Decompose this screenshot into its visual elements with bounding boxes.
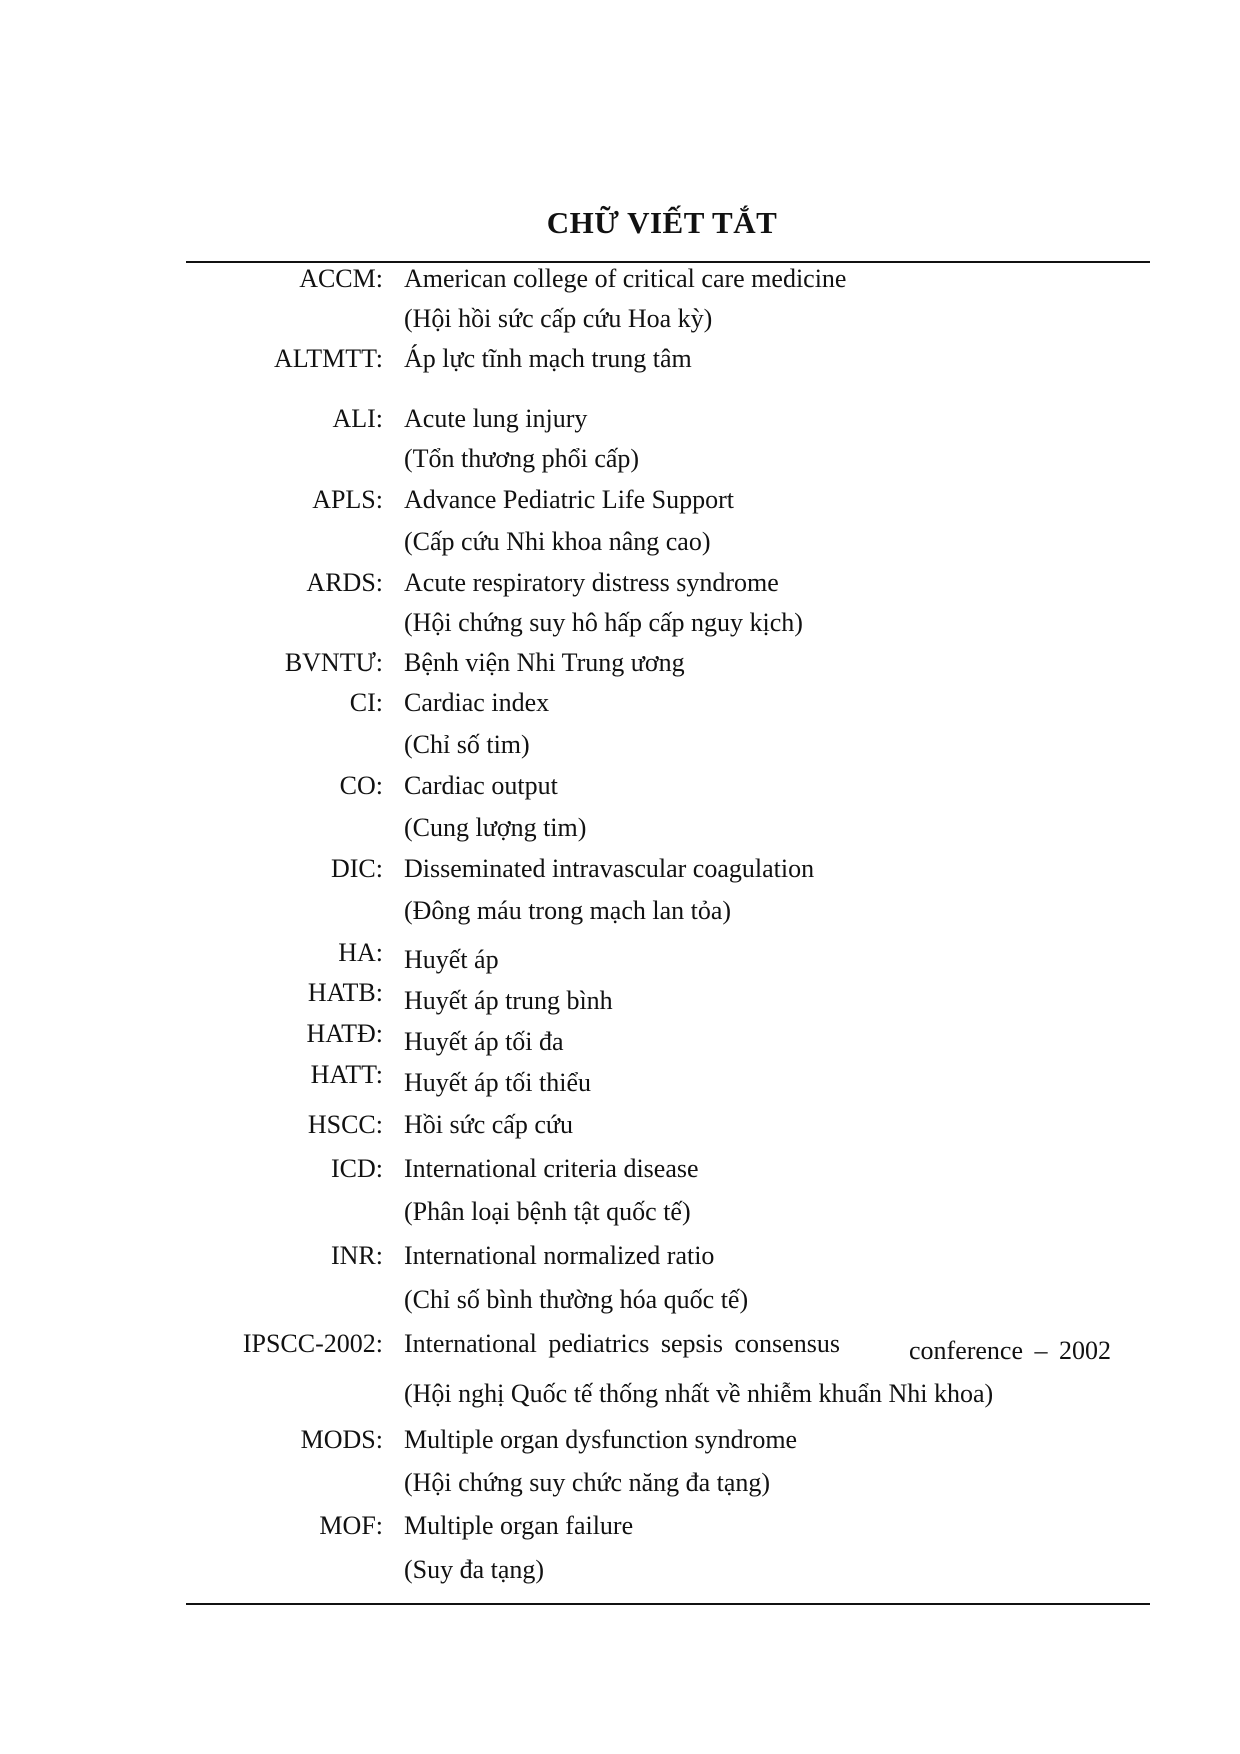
abbreviation: HATĐ: [306,1019,383,1048]
definition-line: Huyết áp tối đa [404,1027,564,1056]
definition-line: (Hội nghị Quốc tế thống nhất về nhiễm khuẩn Nhi khoa) [404,1379,994,1408]
definition-line: Acute lung injury [404,404,588,433]
definition-line: (Hội hồi sức cấp cứu Hoa kỳ) [404,304,713,333]
abbreviation: BVNTƯ: [284,648,383,677]
abbreviation: APLS: [312,485,383,514]
bottom-rule [186,1603,1150,1605]
definition-line: (Tổn thương phổi cấp) [404,444,640,473]
abbreviation: DIC: [331,854,383,883]
definition-line: Huyết áp [404,945,499,974]
abbreviation: HATT: [310,1060,383,1089]
definition-line: (Suy đa tạng) [404,1555,545,1584]
abbreviation: ACCM: [299,264,383,293]
definition-line: Bệnh viện Nhi Trung ương [404,648,685,677]
definition-line: International criteria disease [404,1154,699,1183]
definition-line-continuation: conference – 2002 [909,1336,1112,1365]
definition-line: American college of critical care medicine [404,264,847,293]
abbreviation: HATB: [307,978,383,1007]
abbreviation: MODS: [300,1425,383,1454]
definition-line: Advance Pediatric Life Support [404,485,734,514]
abbreviation: CI: [349,688,383,717]
definition-line: (Cung lượng tim) [404,813,587,842]
definition-line: Cardiac output [404,771,558,800]
abbreviation: ARDS: [306,568,383,597]
definition-line: (Hội chứng suy hô hấp cấp nguy kịch) [404,608,803,637]
abbreviation: CO: [339,771,383,800]
definition-line: Multiple organ dysfunction syndrome [404,1425,798,1454]
definition-line: (Cấp cứu Nhi khoa nâng cao) [404,527,711,556]
definition-line: International normalized ratio [404,1241,715,1270]
abbreviation: ALTMTT: [274,344,383,373]
abbreviation: ALI: [332,404,383,433]
definition-line: (Chỉ số tim) [404,730,530,759]
definition-line: Huyết áp tối thiểu [404,1068,592,1097]
definition-line: (Đông máu trong mạch lan tỏa) [404,896,732,925]
abbreviation: HSCC: [307,1110,383,1139]
page-title: CHỮ VIẾT TẮT [546,205,778,240]
definition-line: Multiple organ failure [404,1511,634,1540]
definition-line: International pediatrics sepsis consensus [404,1329,840,1358]
definition-line: (Phân loại bệnh tật quốc tế) [404,1197,691,1226]
definition-line: Disseminated intravascular coagulation [404,854,815,883]
abbreviation: HA: [338,938,383,967]
definition-line: (Chỉ số bình thường hóa quốc tế) [404,1285,749,1314]
definition-line: Acute respiratory distress syndrome [404,568,779,597]
definition-line: Áp lực tĩnh mạch trung tâm [404,344,692,373]
definition-line: Cardiac index [404,688,550,717]
definition-line: (Hội chứng suy chức năng đa tạng) [404,1468,771,1497]
definition-line: Huyết áp trung bình [404,986,613,1015]
abbreviation: MOF: [319,1511,383,1540]
abbreviation: ICD: [331,1154,383,1183]
abbreviation: INR: [331,1241,383,1270]
definition-line: Hồi sức cấp cứu [404,1110,573,1139]
abbreviation: IPSCC-2002: [242,1329,383,1358]
